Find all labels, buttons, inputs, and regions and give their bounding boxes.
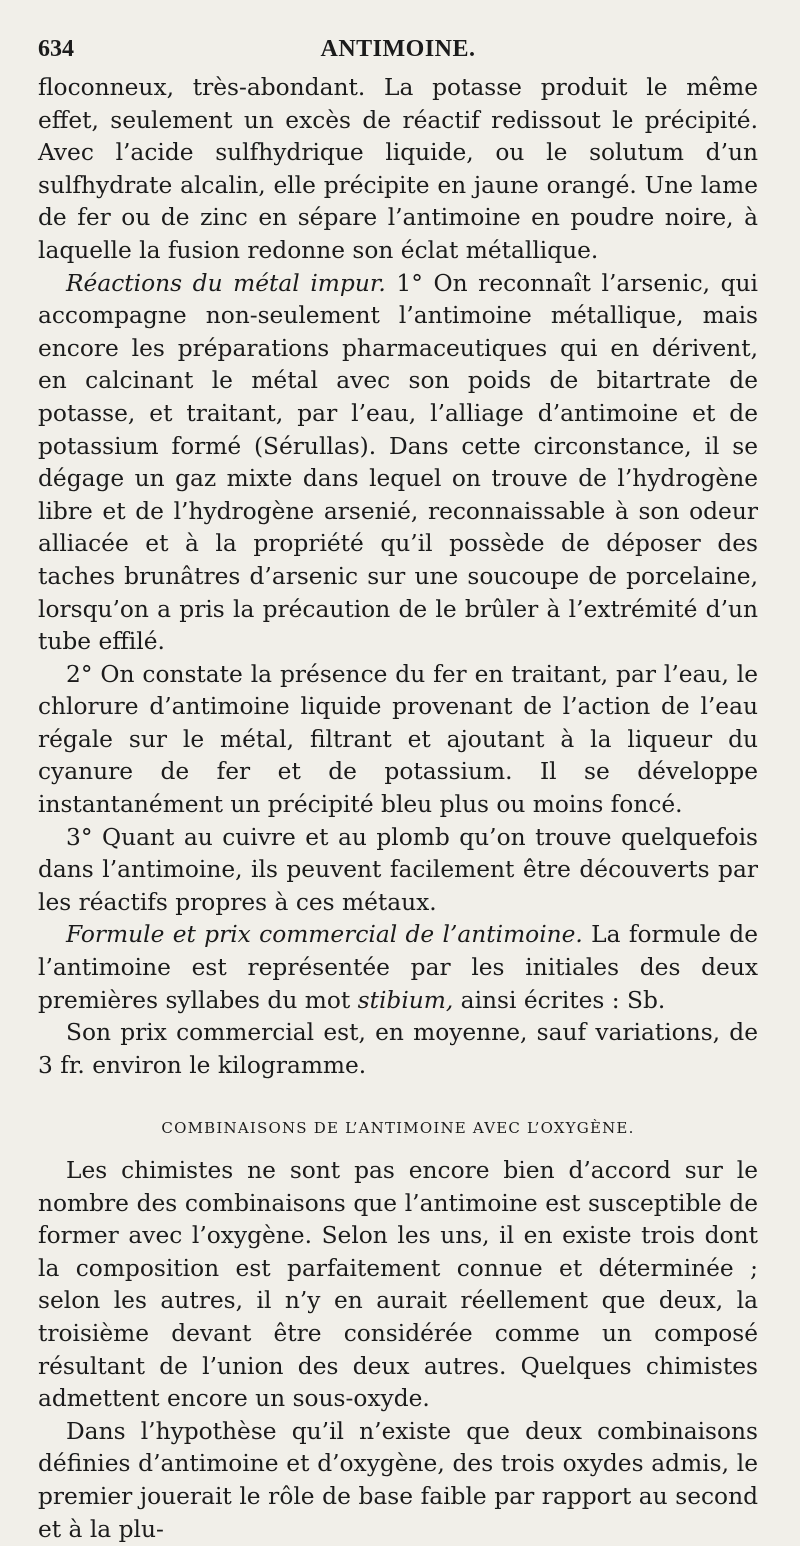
- page-header: [38, 20, 758, 72]
- page-number: 634: [38, 36, 74, 62]
- paragraph-text: Dans l’hypothèse qu’il n’existe que deux combinaisons définies d’antimoine et d’oxygène, des trois oxydes admis, le premier jouerait le rôle de base faible par rapport au second et à la plu-: [38, 1417, 758, 1543]
- paragraph-oxygen-combinations: [38, 1155, 758, 1416]
- body-text: [38, 72, 758, 1546]
- paragraph-text: Son prix commercial est, en moyenne, sauf variations, de 3 fr. environ le kilogramme.: [38, 1019, 758, 1079]
- paragraph-copper-lead-detection: [38, 822, 758, 920]
- paragraph-commercial-price: [38, 1017, 758, 1082]
- paragraph-lead-heading: Formule et prix commercial de l’antimoine.: [66, 921, 583, 949]
- paragraph-text: floconneux, très-abondant. La potasse produit le même effet, seulement un excès de réactif redissout le précipité. Avec l’acide sulfhydrique liquide, ou le solutum d’un sulfhydrate alcalin, elle précipite en jaune orangé. Une lame de fer ou de zinc en sépare l’antimoine en poudre noire, à laquelle la fusion redonne son éclat métallique.: [38, 74, 758, 264]
- paragraph-text: 2° On constate la présence du fer en traitant, par l’eau, le chlorure d’antimoine liquide provenant de l’action de l’eau régale sur le métal, filtrant et ajoutant à la liqueur du cyanure de fer et de potassium. Il se développe instantanément un précipité bleu plus ou moins foncé.: [38, 660, 758, 819]
- paragraph-text: 1° On reconnaît l’arsenic, qui accompagne non-seulement l’antimoine métallique, mais encore les préparations pharmaceutiques qui en dérivent, en calcinant le métal avec son poids de bitartrate de potasse, et traitant, par l’eau, l’alliage d’antimoine et de potassium formé (Sérullas). Dans cette circonstance, il se dégage un gaz mixte dans lequel on trouve de l’hydrogène libre et de l’hydrogène arsenié, reconnaissable à son odeur alliacée et à la propriété qu’il possède de déposer des taches brunâtres d’arsenic sur une soucoupe de porcelaine, lorsqu’on a pris la précaution de le brûler à l’extrémité d’un tube effilé.: [38, 269, 758, 656]
- paragraph-formula: [38, 919, 758, 1017]
- paragraph-precipitation: [38, 72, 758, 268]
- italic-word: stibium,: [357, 986, 454, 1014]
- running-head: ANTIMOINE.: [320, 36, 476, 62]
- paragraph-iron-detection: [38, 659, 758, 822]
- paragraph-text: Les chimistes ne sont pas encore bien d’accord sur le nombre des combinaisons que l’antimoine est susceptible de former avec l’oxygène. Selon les uns, il en existe trois dont la composition est parfaitement connue et déterminée ; selon les autres, il n’y en aurait réellement que deux, la troisième devant être considérée comme un composé résultant de l’union des deux autres. Quelques chimistes admettent encore un sous-oxyde.: [38, 1157, 758, 1413]
- paragraph-oxide-hypothesis: [38, 1416, 758, 1546]
- paragraph-impure-metal-reactions: [38, 268, 758, 659]
- paragraph-text: ainsi écrites : Sb.: [453, 986, 666, 1014]
- paragraph-lead-heading: Réactions du métal impur.: [66, 269, 386, 297]
- section-heading: COMBINAISONS DE L’ANTIMOINE AVEC L’OXYGÈNE.: [161, 1119, 635, 1138]
- paragraph-text: 3° Quant au cuivre et au plomb qu’on trouve quelquefois dans l’antimoine, ils peuvent facilement être découverts par les réactifs propres à ces métaux.: [38, 823, 758, 916]
- paragraph-text: La formule de l’antimoine est représentée par les initiales des deux premières syllabes du mot: [38, 921, 758, 1014]
